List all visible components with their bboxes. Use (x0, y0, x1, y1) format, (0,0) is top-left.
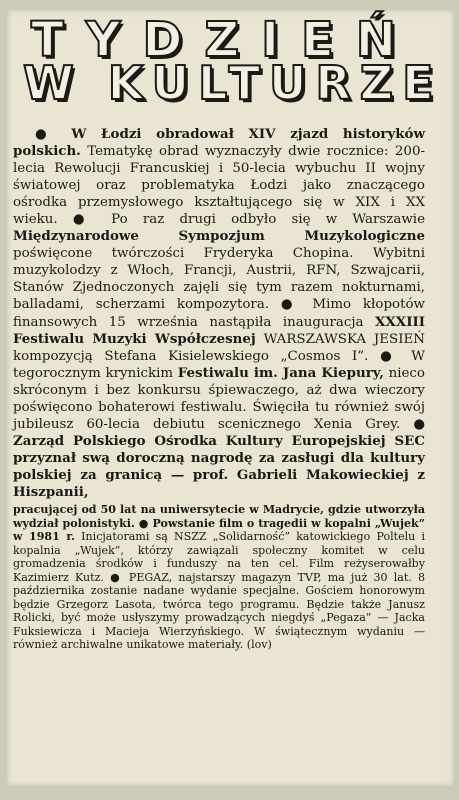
bold-text-segment: pracującej od 50 lat na uniwersytecie w Madrycie, gdzie utworzyła wydział polonistyki. (13, 503, 425, 530)
bold-text-segment: Powstanie film o tragedii w kopalni „Wujek” w 1981 r. (13, 516, 425, 544)
bullet-marker: ● (138, 516, 153, 530)
bold-text-segment: Festiwalu im. Jana Kiepury, (177, 364, 384, 381)
bullet-marker: ● (72, 211, 112, 228)
bold-text-segment: W Łodzi obradował XIV zjazd historyków polskich. (13, 126, 425, 160)
text-segment: Tematykę obrad wyznaczyły dwie rocznice: 200-lecia Rewolucji Francuskiej i 50-lecia wybuchu II wojny światowej oraz problematyka Łodzi jako znaczącego ośrodka przemysłowego kształtującego się w XIX i XX wieku. (13, 144, 425, 228)
bullet-marker: ● (110, 570, 129, 584)
bullet-marker: ● (280, 296, 313, 313)
text-segment: nieco skróconym i bez konkursu śpiewaczego, aż dwa wieczory poświęcono bohaterowi festiwalu. Święciła tu również swój jubileusz 60-lecia debiutu scenicznego Xenia Grey. (13, 365, 425, 432)
bold-text-segment: Zarząd Polskiego Ośrodka Kultury Europejskiej SEC przyznał swą doroczną nagrodę za zasługi dla kultury polskiej za granicą — prof. Gabrieli Makowieckiej z Hiszpanii, (13, 432, 425, 500)
text-segment: poświęcone twórczości Fryderyka Chopina. Wybitni muzykolodzy z Włoch, Francji, Austrii, RFN, Szwajcarii, Stanów Zjednoczonych zajęli się tym razem nokturnami, balladami, scherzami kompozytora. (13, 246, 425, 313)
text-segment: W tegorocznym krynickim (13, 348, 425, 381)
bold-text-segment: XXXIII Festiwalu Muzyki Współczesnej (13, 313, 425, 347)
article-body (13, 126, 425, 652)
text-segment: Mimo kłopotów finansowych 15 września nastąpiła inauguracja (13, 297, 425, 330)
article-small-paragraph (13, 503, 425, 652)
column-header (23, 12, 443, 110)
header-title-line-1: TYDZIEŃ (31, 12, 418, 68)
bold-text-segment: Międzynarodowe Sympozjum Muzykologiczne (13, 228, 425, 245)
text-segment: Inicjatorami są NSZZ „Solidarność” katowickiego Poltelu i kopalnia „Wujek”, którzy zawiązali społeczny komitet w celu gromadzenia środków i funduszy na ten cel. Film reżyserowałby Kazimierz Kutz. (13, 530, 425, 584)
bullet-marker: ● (380, 347, 412, 364)
bullet-marker: ● (35, 126, 72, 142)
article-main-paragraph (13, 126, 425, 501)
text-segment: PEGAZ, najstarszy magazyn TVP, ma już 30 lat. 8 października zostanie nadane wydanie specjalne. Gościem honorowym będzie Grzegorz Lasota, twórca tego programu. Będzie także Janusz Rolicki, być może usłyszymy prowadzących niegdyś „Pegaza” — Jacka Fuksiewicza i Macieja Wierzyńskiego. W świątecznym wydaniu — również archiwalne unikatowe materiały. (lov) (13, 570, 425, 652)
text-segment: Po raz drugi odbyło się w Warszawie (111, 212, 425, 228)
header-title-line-2: W KULTURZE (23, 56, 443, 110)
newspaper-clipping (7, 10, 454, 786)
text-segment: WARSZAWSKA JESIEŃ kompozycją Stefana Kisielewskiego „Cosmos I”. (13, 331, 425, 364)
bullet-marker: ● (413, 415, 425, 432)
